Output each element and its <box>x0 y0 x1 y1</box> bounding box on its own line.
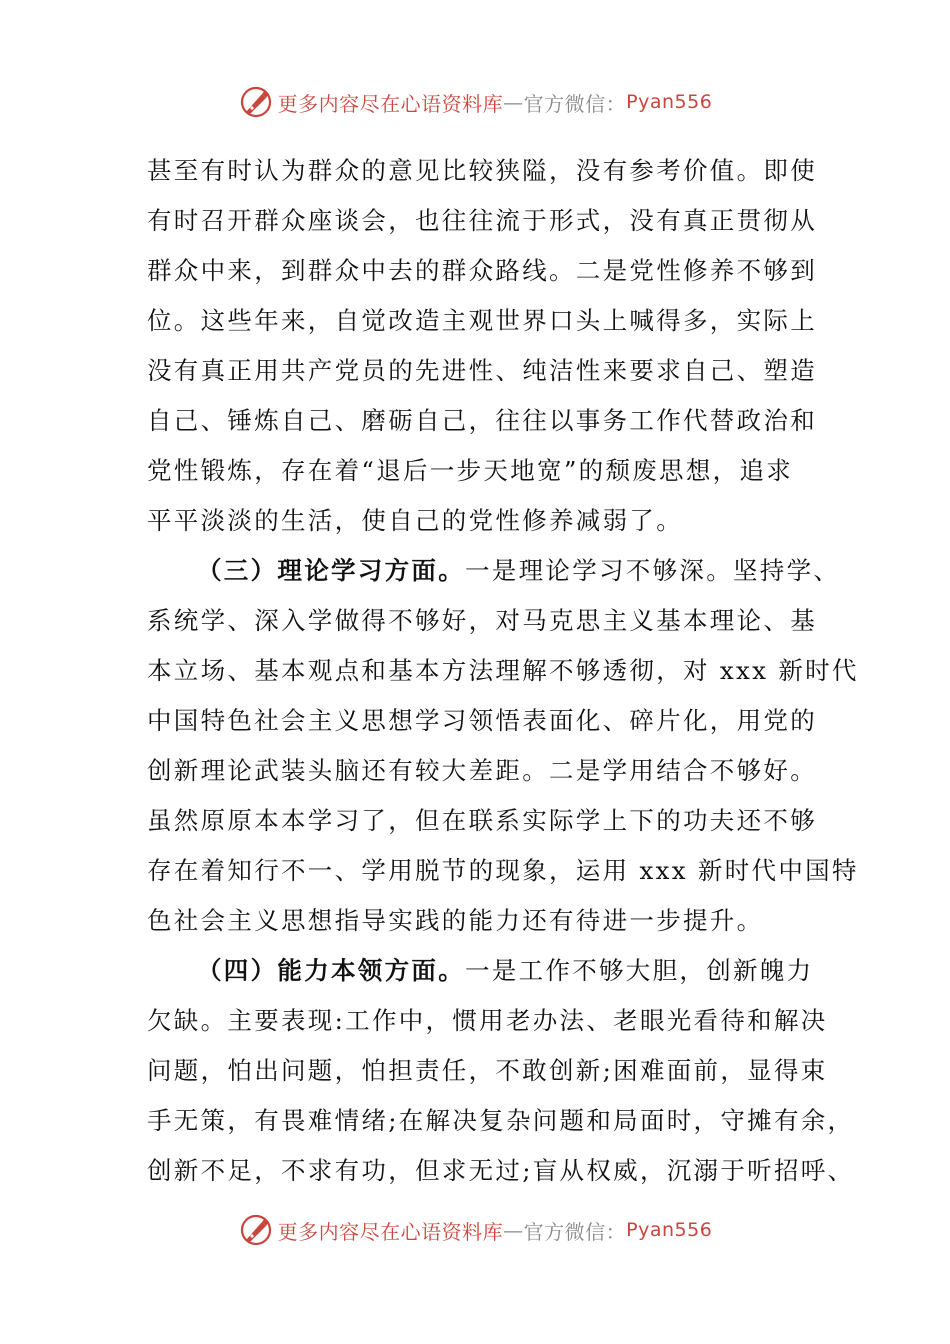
pen-nib-logo-icon <box>238 1212 274 1248</box>
section-heading-line: （三）理论学习方面。一是理论学习不够深。坚持学、 <box>197 556 841 585</box>
pen-nib-logo-icon <box>238 84 274 120</box>
text-line: 中国特色社会主义思想学习领悟表面化、碎片化，用党的 <box>147 706 817 735</box>
text-line: 党性锻炼，存在着“退后一步天地宽”的颓废思想，追求 <box>147 456 794 485</box>
text-line: 欠缺。主要表现:工作中，惯用老办法、老眼光看待和解决 <box>147 1006 828 1035</box>
watermark-site-text: 更多内容尽在心语资料库 <box>277 1219 504 1244</box>
text-line: 创新理论武装头脑还有较大差距。二是学用结合不够好。 <box>147 756 817 785</box>
text-line: 手无策，有畏难情绪;在解决复杂问题和局面时，守摊有余， <box>147 1106 855 1135</box>
text-line: 色社会主义思想指导实践的能力还有待进一步提升。 <box>147 906 764 935</box>
watermark-header <box>0 80 950 124</box>
text-line: 自己、锤炼自己、磨砺自己，往往以事务工作代替政治和 <box>147 406 817 435</box>
text-line: 位。这些年来，自觉改造主观世界口头上喊得多，实际上 <box>147 306 817 335</box>
watermark-dash: — <box>503 90 524 114</box>
watermark-account: Pyan556 <box>626 1219 713 1241</box>
text-line: 平平淡淡的生活，使自己的党性修养减弱了。 <box>147 506 683 535</box>
section-heading-line: （四）能力本领方面。一是工作不够大胆，创新魄力 <box>197 956 814 985</box>
watermark-footer <box>0 1208 950 1252</box>
watermark-dash: — <box>503 1218 524 1242</box>
watermark-label: 官方微信： <box>523 1219 627 1244</box>
text-line: 系统学、深入学做得不够好，对马克思主义基本理论、基 <box>147 606 817 635</box>
text-line: 创新不足，不求有功，但求无过;盲从权威，沉溺于听招呼、 <box>147 1156 855 1185</box>
text-line: 本立场、基本观点和基本方法理解不够透彻，对 xxx 新时代 <box>147 656 859 685</box>
text-line: 问题，怕出问题，怕担责任，不敢创新;困难面前，显得束 <box>147 1056 828 1085</box>
text-line: 群众中来，到群众中去的群众路线。二是党性修养不够到 <box>147 256 817 285</box>
text-line: 没有真正用共产党员的先进性、纯洁性来要求自己、塑造 <box>147 356 817 385</box>
section-heading-3: （三）理论学习方面。 <box>197 556 465 585</box>
text-line: 存在着知行不一、学用脱节的现象，运用 xxx 新时代中国特 <box>147 856 859 885</box>
document-body <box>147 146 859 1196</box>
text-line: 虽然原原本本学习了，但在联系实际学上下的功夫还不够 <box>147 806 817 835</box>
section-heading-4: （四）能力本领方面。 <box>197 956 465 985</box>
watermark-site-text: 更多内容尽在心语资料库 <box>277 91 504 116</box>
watermark-account: Pyan556 <box>626 91 713 113</box>
watermark-label: 官方微信： <box>523 91 627 116</box>
text-line: 有时召开群众座谈会，也往往流于形式，没有真正贯彻从 <box>147 206 817 235</box>
text-line: 甚至有时认为群众的意见比较狭隘，没有参考价值。即使 <box>147 156 817 185</box>
